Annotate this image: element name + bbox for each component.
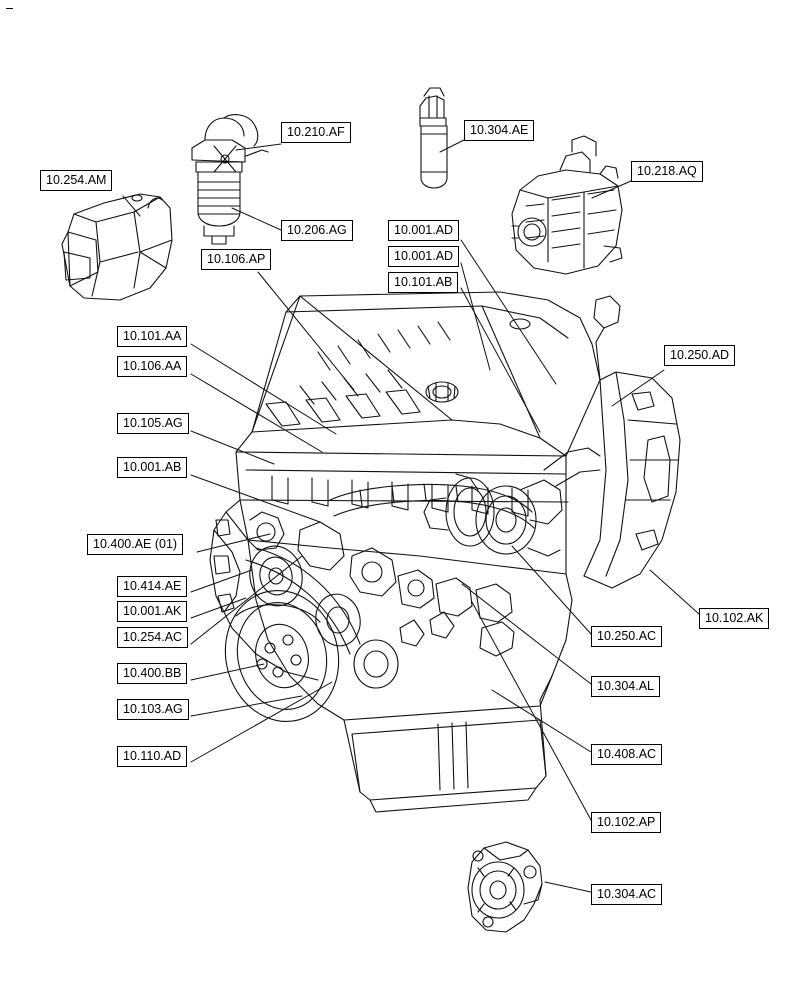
callout-10-110-ad[interactable]: 10.110.AD xyxy=(117,746,187,767)
callout-10-105-ag[interactable]: 10.105.AG xyxy=(117,413,189,434)
part-injection-pump xyxy=(512,136,622,274)
part-fuel-filter xyxy=(192,115,268,244)
callout-10-106-ap[interactable]: 10.106.AP xyxy=(201,249,271,270)
callout-10-250-ad[interactable]: 10.250.AD xyxy=(664,345,735,366)
callout-10-101-aa[interactable]: 10.101.AA xyxy=(117,326,187,347)
callout-10-218-aq[interactable]: 10.218.AQ xyxy=(631,161,703,182)
callout-10-103-ag[interactable]: 10.103.AG xyxy=(117,699,189,720)
callout-10-101-ab[interactable]: 10.101.AB xyxy=(388,272,458,293)
callout-10-001-ad-1[interactable]: 10.001.AD xyxy=(388,220,459,241)
part-oil-pump xyxy=(468,842,542,932)
part-oil-filter xyxy=(420,88,447,188)
callout-10-210-af[interactable]: 10.210.AF xyxy=(281,122,351,143)
callout-10-304-ae[interactable]: 10.304.AE xyxy=(464,120,534,141)
callout-10-400-bb[interactable]: 10.400.BB xyxy=(117,663,187,684)
callout-10-304-al[interactable]: 10.304.AL xyxy=(591,676,660,697)
callout-10-001-ab[interactable]: 10.001.AB xyxy=(117,457,187,478)
callout-10-001-ak[interactable]: 10.001.AK xyxy=(117,601,187,622)
part-engine-block-main xyxy=(210,292,680,812)
callout-10-414-ae[interactable]: 10.414.AE xyxy=(117,576,187,597)
callout-10-102-ap[interactable]: 10.102.AP xyxy=(591,812,661,833)
part-air-intake-cover xyxy=(62,194,172,300)
callout-10-304-ac[interactable]: 10.304.AC xyxy=(591,884,662,905)
callout-10-001-ad-2[interactable]: 10.001.AD xyxy=(388,246,459,267)
callout-10-254-am[interactable]: 10.254.AM xyxy=(40,170,112,191)
callout-10-106-aa[interactable]: 10.106.AA xyxy=(117,356,187,377)
callout-10-408-ac[interactable]: 10.408.AC xyxy=(591,744,662,765)
callout-10-250-ac[interactable]: 10.250.AC xyxy=(591,626,662,647)
callout-10-254-ac[interactable]: 10.254.AC xyxy=(117,627,188,648)
callout-10-206-ag[interactable]: 10.206.AG xyxy=(281,220,353,241)
callout-10-400-ae-01[interactable]: 10.400.AE (01) xyxy=(87,534,183,555)
callout-10-102-ak[interactable]: 10.102.AK xyxy=(699,608,769,629)
